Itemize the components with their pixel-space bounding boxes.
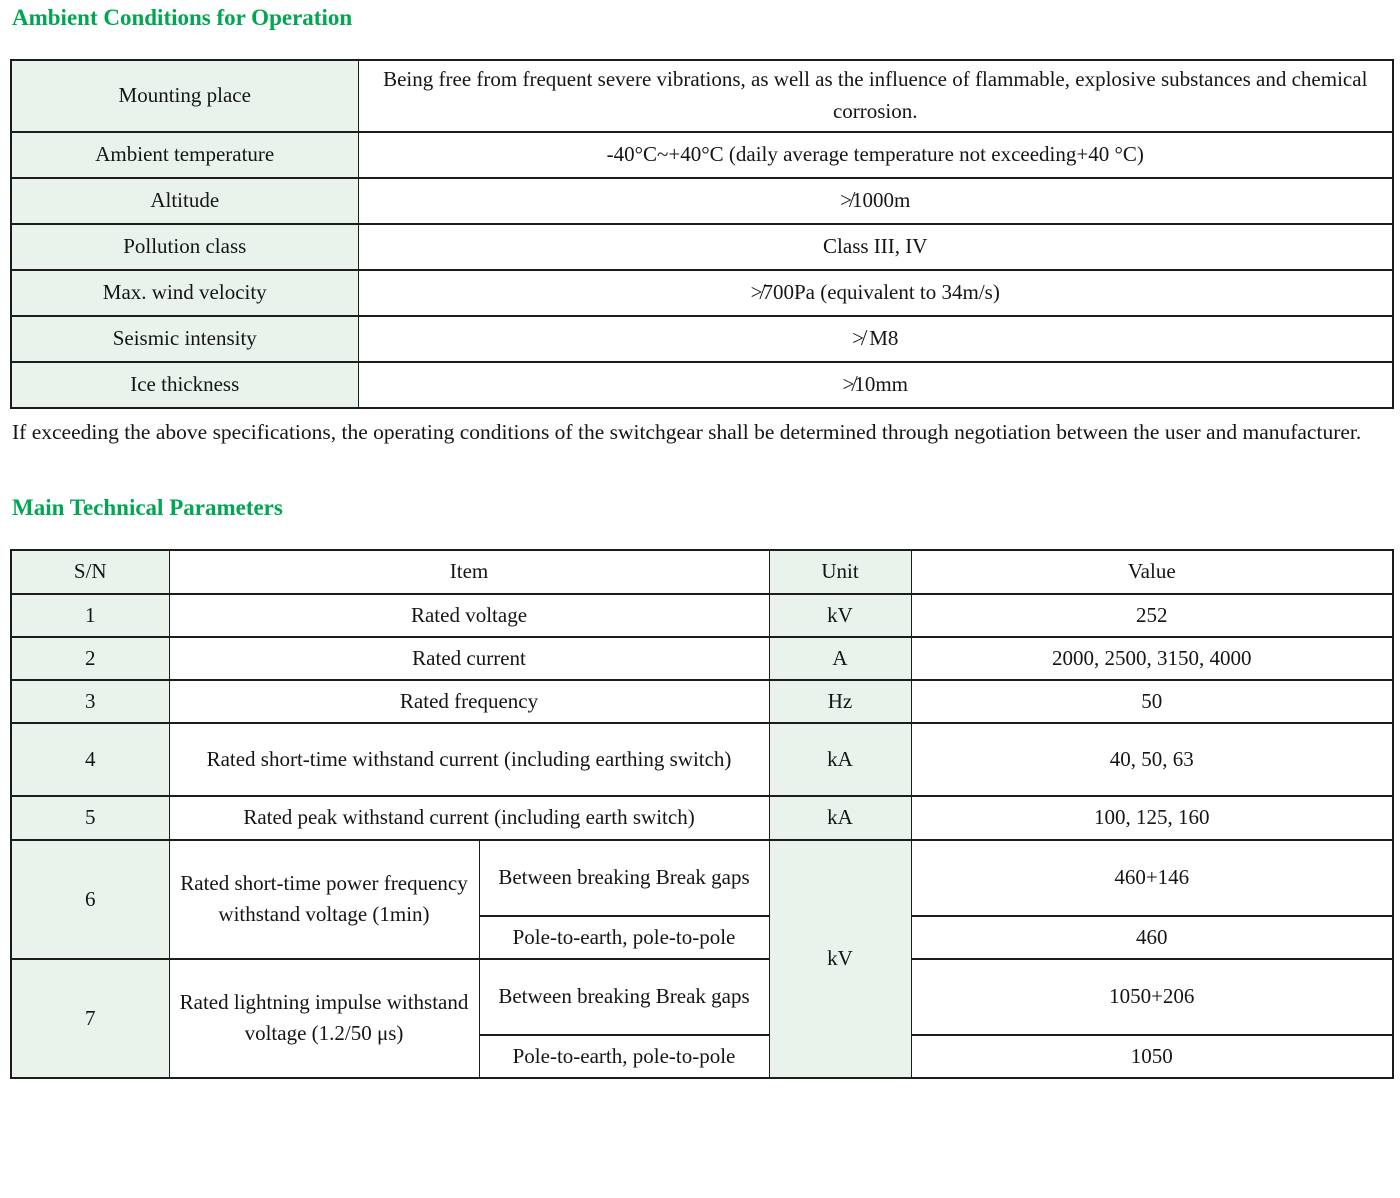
sn-cell: 2 — [11, 637, 169, 680]
table-row — [11, 680, 1393, 723]
unit-cell: kA — [769, 723, 911, 796]
item-cell: Rated short-time withstand current (including earthing switch) — [169, 723, 769, 796]
value-cell: 252 — [911, 594, 1393, 637]
condition-label-cell: Altitude — [11, 178, 358, 224]
value-cell: 460+146 — [911, 840, 1393, 916]
condition-label-cell: Pollution class — [11, 224, 358, 270]
value-cell: 1050 — [911, 1035, 1393, 1078]
sn-cell: 4 — [11, 723, 169, 796]
table-row — [11, 840, 1393, 916]
condition-label-cell: Mounting place — [11, 60, 358, 132]
table-row — [11, 132, 1393, 178]
condition-value-cell: Class III, IV — [358, 224, 1393, 270]
condition-value-cell: ≯ M8 — [358, 316, 1393, 362]
table-row — [11, 723, 1393, 796]
unit-cell: kV — [769, 840, 911, 1078]
condition-value-cell: -40°C~+40°C (daily average temperature not exceeding+40 °C) — [358, 132, 1393, 178]
condition-label-cell: Seismic intensity — [11, 316, 358, 362]
sn-cell: 7 — [11, 959, 169, 1078]
header-item-cell: Item — [169, 550, 769, 594]
item-cell: Rated voltage — [169, 594, 769, 637]
exceeding-specifications-note: If exceeding the above specifications, the operating conditions of the switchgear shall be determined through negotiation between the user and manufacturer. — [12, 419, 1362, 444]
item-cell: Rated lightning impulse withstand voltage (1.2/50 μs) — [169, 959, 479, 1078]
item-cell: Rated peak withstand current (including earth switch) — [169, 796, 769, 840]
section-title-ambient-conditions: Ambient Conditions for Operation — [12, 5, 353, 30]
unit-cell: A — [769, 637, 911, 680]
condition-label-cell: Ambient temperature — [11, 132, 358, 178]
section-title-main-technical-parameters: Main Technical Parameters — [12, 495, 283, 520]
condition-cell: Between breaking Break gaps — [479, 959, 769, 1035]
sn-cell: 6 — [11, 840, 169, 959]
condition-value-cell: Being free from frequent severe vibrations, as well as the influence of flammable, explosive substances and chemical corrosion. — [358, 60, 1393, 132]
value-cell: 40, 50, 63 — [911, 723, 1393, 796]
ambient-conditions-table — [10, 59, 1394, 409]
table-row — [11, 959, 1393, 1035]
condition-label-cell: Max. wind velocity — [11, 270, 358, 316]
item-cell: Rated frequency — [169, 680, 769, 723]
condition-cell: Between breaking Break gaps — [479, 840, 769, 916]
value-cell: 1050+206 — [911, 959, 1393, 1035]
table-row — [11, 316, 1393, 362]
condition-cell: Pole-to-earth, pole-to-pole — [479, 1035, 769, 1078]
table-header-row — [11, 550, 1393, 594]
unit-cell: Hz — [769, 680, 911, 723]
table-row — [11, 594, 1393, 637]
table-row — [11, 270, 1393, 316]
condition-value-cell: ≯10mm — [358, 362, 1393, 408]
table-row — [11, 60, 1393, 132]
condition-label-cell: Ice thickness — [11, 362, 358, 408]
value-cell: 100, 125, 160 — [911, 796, 1393, 840]
table-row — [11, 796, 1393, 840]
value-cell: 2000, 2500, 3150, 4000 — [911, 637, 1393, 680]
table-row — [11, 362, 1393, 408]
unit-cell: kA — [769, 796, 911, 840]
header-unit-cell: Unit — [769, 550, 911, 594]
unit-cell: kV — [769, 594, 911, 637]
table-row — [11, 637, 1393, 680]
header-sn-cell: S/N — [11, 550, 169, 594]
value-cell: 460 — [911, 916, 1393, 959]
sn-cell: 3 — [11, 680, 169, 723]
table-row — [11, 224, 1393, 270]
value-cell: 50 — [911, 680, 1393, 723]
sn-cell: 1 — [11, 594, 169, 637]
condition-value-cell: ≯1000m — [358, 178, 1393, 224]
item-cell: Rated short-time power frequency withstand voltage (1min) — [169, 840, 479, 959]
condition-cell: Pole-to-earth, pole-to-pole — [479, 916, 769, 959]
condition-value-cell: ≯700Pa (equivalent to 34m/s) — [358, 270, 1393, 316]
item-cell: Rated current — [169, 637, 769, 680]
main-technical-parameters-table — [10, 549, 1394, 1079]
header-value-cell: Value — [911, 550, 1393, 594]
sn-cell: 5 — [11, 796, 169, 840]
table-row — [11, 178, 1393, 224]
